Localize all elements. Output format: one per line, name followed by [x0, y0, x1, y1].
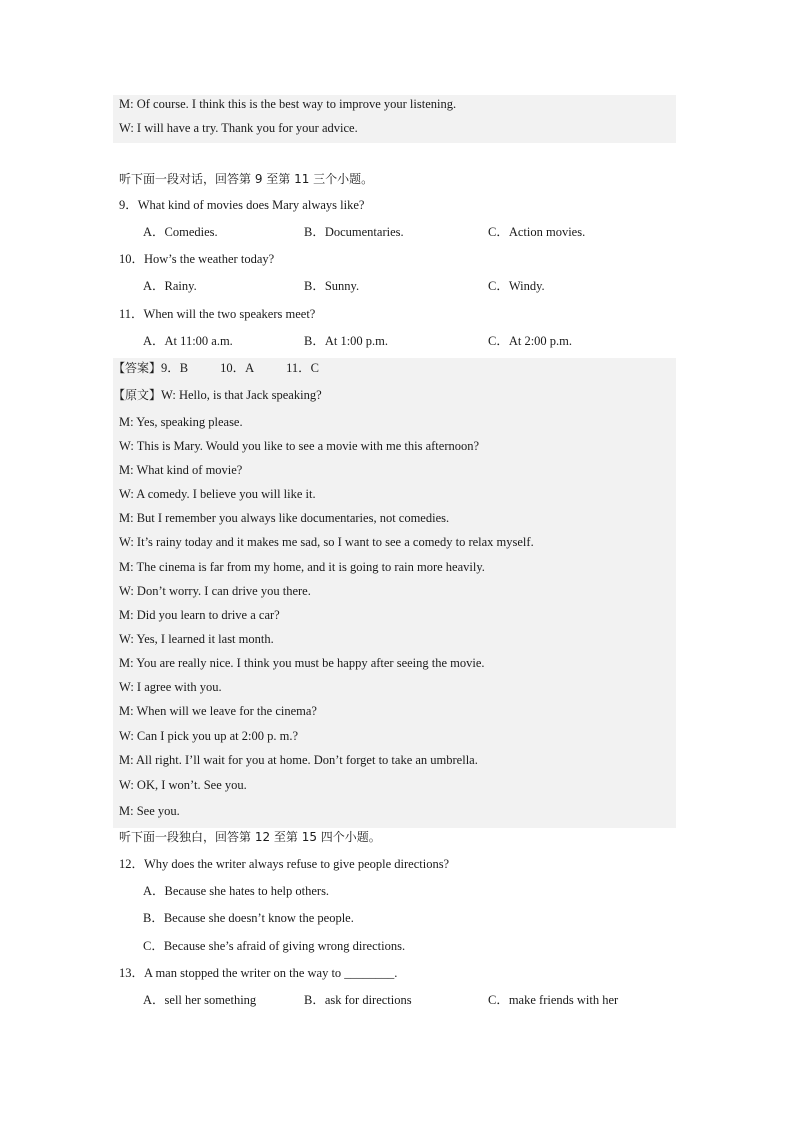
option-c: C．Action movies.: [488, 225, 586, 239]
answer-row: [113, 359, 319, 377]
answer-label: 【答案】: [113, 361, 162, 375]
transcript-line: W: Yes, I learned it last month.: [119, 632, 274, 646]
option-b: B．Documentaries.: [304, 225, 404, 239]
section-heading: 听下面一段独白，回答第 12 至第 15 四个小题。: [119, 830, 381, 844]
transcript-line: M: When will we leave for the cinema?: [119, 704, 317, 718]
option-b: B．Because she doesn’t know the people.: [143, 911, 354, 925]
transcript-line: M: Did you learn to drive a car?: [119, 608, 280, 622]
transcript-line: W: Can I pick you up at 2:00 p. m.?: [119, 729, 299, 743]
question-stem: 12．Why does the writer always refuse to give people directions?: [119, 857, 450, 871]
top-dialogue-line: M: Of course. I think this is the best way to improve your listening.: [119, 97, 457, 111]
transcript-line: M: All right. I’ll wait for you at home. Don’t forget to take an umbrella.: [119, 753, 478, 767]
option-c: C．make friends with her: [488, 993, 619, 1007]
question-stem: 9．What kind of movies does Mary always like?: [119, 198, 365, 212]
transcript-line: W: This is Mary. Would you like to see a movie with me this afternoon?: [119, 439, 480, 453]
transcript-line: W: Hello, is that Jack speaking?: [161, 388, 322, 402]
transcript-first-line: [113, 386, 322, 404]
transcript-label: 【原文】: [113, 388, 162, 402]
answer-item: 11．C: [286, 361, 320, 375]
option-a: A．Rainy.: [143, 279, 197, 293]
option-a: A．At 11:00 a.m.: [143, 334, 233, 348]
option-a: A．Because she hates to help others.: [143, 884, 330, 898]
top-dialogue-line: W: I will have a try. Thank you for your advice.: [119, 121, 358, 135]
transcript-line: W: It’s rainy today and it makes me sad, so I want to see a comedy to relax myself.: [119, 535, 534, 549]
option-b: B．Sunny.: [304, 279, 360, 293]
transcript-line: W: OK, I won’t. See you.: [119, 778, 247, 792]
transcript-line: M: What kind of movie?: [119, 463, 243, 477]
question-stem: 13．A man stopped the writer on the way to ________.: [119, 966, 398, 980]
option-b: B．At 1:00 p.m.: [304, 334, 389, 348]
transcript-line: M: The cinema is far from my home, and it is going to rain more heavily.: [119, 560, 485, 574]
section-heading: 听下面一段对话，回答第 9 至第 11 三个小题。: [119, 172, 374, 186]
question-stem: 11．When will the two speakers meet?: [119, 307, 316, 321]
question-stem: 10．How’s the weather today?: [119, 252, 275, 266]
option-c: C．At 2:00 p.m.: [488, 334, 573, 348]
transcript-line: W: A comedy. I believe you will like it.: [119, 487, 316, 501]
option-a: A．Comedies.: [143, 225, 218, 239]
option-a: A．sell her something: [143, 993, 257, 1007]
answer-item: 9．B: [161, 361, 189, 375]
transcript-line: M: See you.: [119, 804, 180, 818]
transcript-line: W: Don’t worry. I can drive you there.: [119, 584, 311, 598]
option-c: C．Because she’s afraid of giving wrong directions.: [143, 939, 406, 953]
transcript-line: W: I agree with you.: [119, 680, 222, 694]
transcript-line: M: You are really nice. I think you must be happy after seeing the movie.: [119, 656, 485, 670]
answer-item: 10．A: [220, 361, 255, 375]
transcript-line: M: Yes, speaking please.: [119, 415, 243, 429]
option-b: B．ask for directions: [304, 993, 412, 1007]
transcript-line: M: But I remember you always like documentaries, not comedies.: [119, 511, 450, 525]
option-c: C．Windy.: [488, 279, 545, 293]
